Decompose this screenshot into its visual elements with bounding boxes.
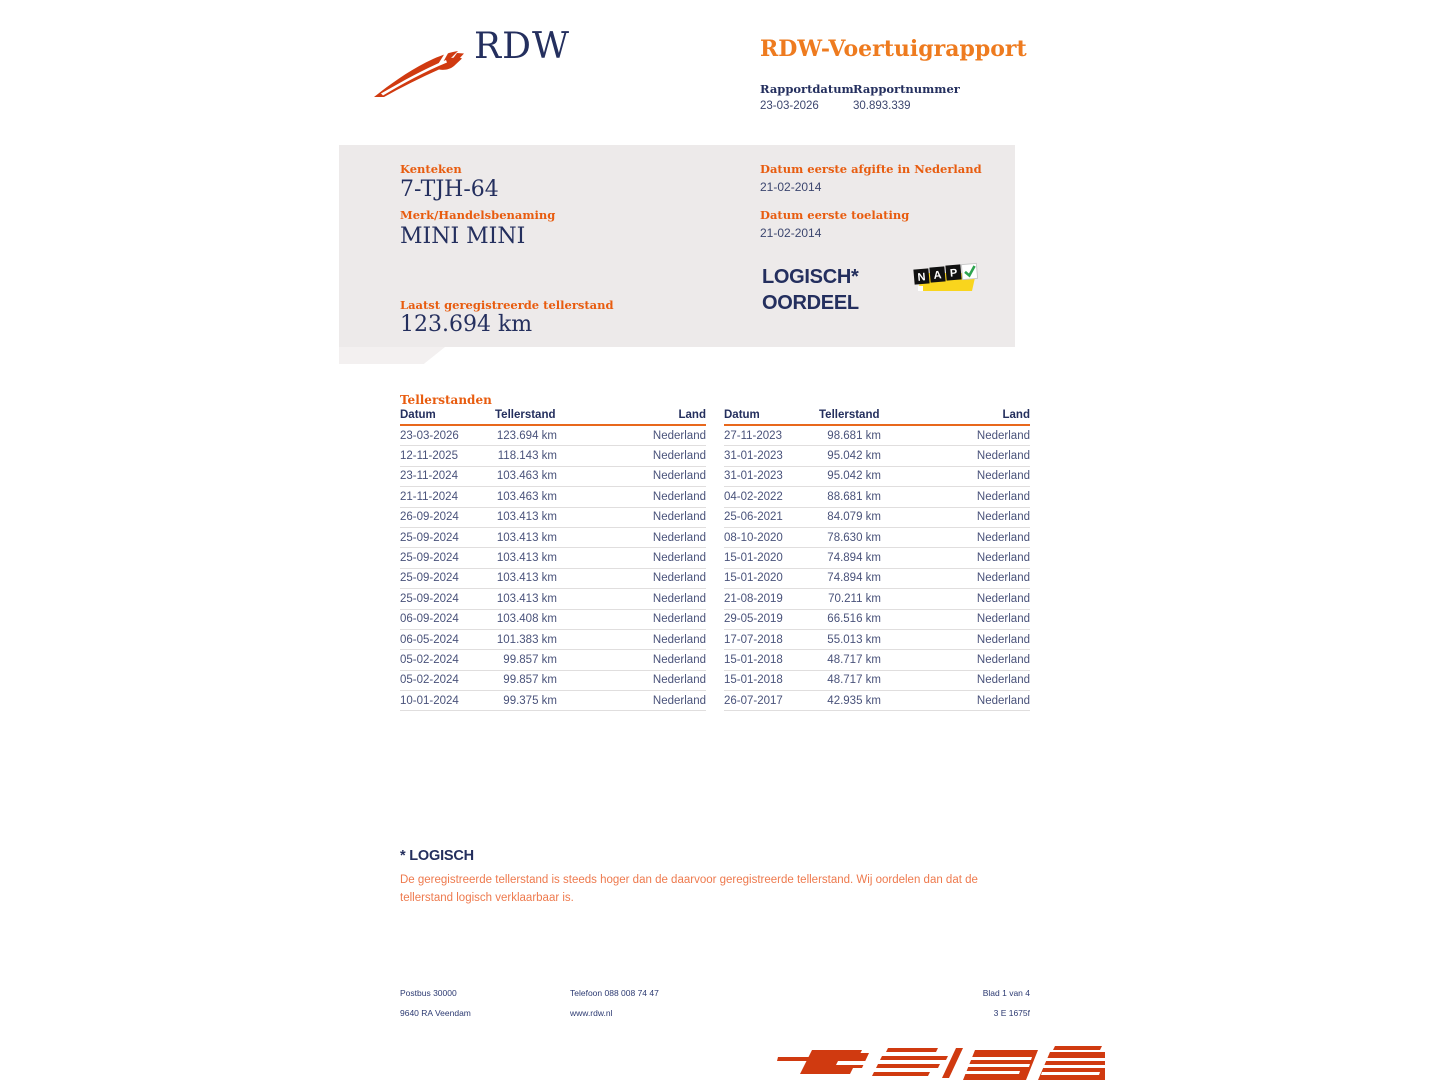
row-datum: 31-01-2023 — [724, 470, 783, 483]
row-land: Nederland — [976, 429, 1030, 442]
row-tellerstand: 103.413 km — [496, 592, 557, 605]
table-row — [400, 630, 706, 650]
row-land: Nederland — [976, 613, 1030, 626]
row-datum: 23-11-2024 — [400, 470, 458, 483]
row-land: Nederland — [652, 613, 706, 626]
row-tellerstand: 48.717 km — [827, 674, 881, 687]
column-header-tellerstand: Tellerstand — [819, 409, 880, 421]
row-datum: 05-02-2024 — [400, 674, 459, 687]
table-row — [724, 630, 1030, 650]
laatst-tellerstand-value: 123.694 km — [400, 312, 533, 337]
row-land: Nederland — [652, 552, 706, 565]
table-row — [400, 650, 706, 670]
table-body — [400, 426, 706, 711]
row-tellerstand: 55.013 km — [827, 633, 881, 646]
kenteken-value: 7-TJH-64 — [400, 177, 499, 202]
row-datum: 10-01-2024 — [400, 694, 459, 707]
row-datum: 08-10-2020 — [724, 531, 783, 544]
row-datum: 25-06-2021 — [724, 511, 783, 524]
merk-label: Merk/Handelsbenaming — [400, 208, 556, 222]
table-row — [400, 446, 706, 466]
row-tellerstand: 42.935 km — [827, 694, 881, 707]
footer-page-indicator: Blad 1 van 4 — [982, 988, 1030, 998]
row-datum: 15-01-2020 — [724, 572, 783, 585]
svg-text:P: P — [949, 267, 958, 280]
table-row — [724, 508, 1030, 528]
afgifte-label: Datum eerste afgifte in Nederland — [760, 162, 982, 176]
panel-corner-tab — [339, 347, 445, 364]
row-datum: 15-01-2018 — [724, 674, 783, 687]
row-tellerstand: 70.211 km — [828, 592, 881, 605]
row-tellerstand: 101.383 km — [496, 633, 557, 646]
rdw-wing-logo-icon — [371, 41, 473, 101]
table-body — [724, 426, 1030, 711]
row-tellerstand: 99.375 km — [503, 694, 557, 707]
table-row — [400, 467, 706, 487]
column-header-land: Land — [1002, 409, 1030, 421]
row-land: Nederland — [652, 592, 706, 605]
row-datum: 31-01-2023 — [724, 450, 783, 463]
row-tellerstand: 103.413 km — [496, 531, 557, 544]
logisch-note-title: * LOGISCH — [400, 848, 474, 864]
row-datum: 06-05-2024 — [400, 633, 459, 646]
row-tellerstand: 78.630 km — [827, 531, 881, 544]
row-datum: 27-11-2023 — [724, 429, 782, 442]
table-row — [400, 610, 706, 630]
svg-text:A: A — [933, 269, 943, 282]
table-row — [724, 446, 1030, 466]
table-row — [724, 650, 1030, 670]
toelating-value: 21-02-2014 — [760, 226, 822, 240]
row-tellerstand: 48.717 km — [827, 653, 881, 666]
row-tellerstand: 103.413 km — [496, 572, 557, 585]
table-row — [724, 487, 1030, 507]
row-datum: 25-09-2024 — [400, 592, 459, 605]
table-row — [724, 426, 1030, 446]
row-land: Nederland — [976, 674, 1030, 687]
row-datum: 29-05-2019 — [724, 613, 783, 626]
rapportdatum-value: 23-03-2026 — [760, 100, 819, 112]
row-datum: 05-02-2024 — [400, 653, 459, 666]
row-datum: 06-09-2024 — [400, 613, 459, 626]
nap-logo-icon — [912, 261, 978, 295]
table-header — [724, 409, 1030, 426]
tellerstanden-table-right — [724, 409, 1030, 711]
laatst-tellerstand-label: Laatst geregistreerde tellerstand — [400, 298, 614, 312]
row-tellerstand: 103.413 km — [496, 552, 557, 565]
row-land: Nederland — [652, 470, 706, 483]
row-land: Nederland — [976, 450, 1030, 463]
decorative-wing-graphic — [770, 1044, 1105, 1080]
row-tellerstand: 66.516 km — [827, 613, 881, 626]
row-datum: 23-03-2026 — [400, 429, 459, 442]
table-row — [724, 467, 1030, 487]
row-tellerstand: 99.857 km — [503, 674, 557, 687]
row-tellerstand: 103.463 km — [496, 470, 557, 483]
rapportdatum-label: Rapportdatum — [760, 82, 854, 96]
row-tellerstand: 74.894 km — [827, 572, 881, 585]
oordeel-line1: LOGISCH* — [762, 266, 859, 288]
table-row — [724, 548, 1030, 568]
row-land: Nederland — [652, 674, 706, 687]
row-tellerstand: 103.463 km — [496, 490, 557, 503]
toelating-label: Datum eerste toelating — [760, 208, 910, 222]
row-tellerstand: 95.042 km — [827, 450, 881, 463]
row-datum: 25-09-2024 — [400, 572, 459, 585]
table-row — [400, 569, 706, 589]
column-header-datum: Datum — [400, 409, 436, 421]
row-datum: 15-01-2020 — [724, 552, 783, 565]
row-land: Nederland — [652, 429, 706, 442]
afgifte-value: 21-02-2014 — [760, 180, 822, 194]
row-land: Nederland — [976, 552, 1030, 565]
table-row — [400, 426, 706, 446]
row-datum: 25-09-2024 — [400, 531, 459, 544]
row-land: Nederland — [976, 511, 1030, 524]
row-land: Nederland — [652, 511, 706, 524]
rdw-wordmark: RDW — [474, 26, 570, 67]
row-land: Nederland — [976, 470, 1030, 483]
rapportnummer-label: Rapportnummer — [853, 82, 960, 96]
row-datum: 21-08-2019 — [724, 592, 783, 605]
table-row — [400, 528, 706, 548]
row-datum: 17-07-2018 — [724, 633, 783, 646]
report-title: RDW-Voertuigrapport — [760, 36, 1027, 62]
table-row — [724, 569, 1030, 589]
table-row — [400, 487, 706, 507]
tellerstanden-table-left — [400, 409, 706, 711]
table-row — [724, 671, 1030, 691]
footer-website: www.rdw.nl — [570, 1008, 613, 1018]
row-tellerstand: 123.694 km — [496, 429, 557, 442]
rapportnummer-value: 30.893.339 — [853, 100, 911, 112]
logisch-note-text: De geregistreerde tellerstand is steeds hoger dan de daarvoor geregistreerde tellerstand. Wij oordelen dan dat de tellerstand logisch verklaarbaar is. — [400, 874, 978, 904]
kenteken-label: Kenteken — [400, 162, 462, 176]
row-land: Nederland — [652, 490, 706, 503]
row-datum: 12-11-2025 — [400, 450, 458, 463]
row-datum: 04-02-2022 — [724, 490, 783, 503]
table-row — [400, 671, 706, 691]
merk-value: MINI MINI — [400, 224, 526, 249]
row-land: Nederland — [652, 694, 706, 707]
row-land: Nederland — [976, 592, 1030, 605]
row-land: Nederland — [976, 572, 1030, 585]
footer-doc-code: 3 E 1675f — [993, 1008, 1030, 1018]
table-row — [400, 589, 706, 609]
table-row — [400, 508, 706, 528]
row-datum: 25-09-2024 — [400, 552, 459, 565]
row-datum: 26-07-2017 — [724, 694, 783, 707]
row-tellerstand: 98.681 km — [827, 429, 881, 442]
row-land: Nederland — [976, 633, 1030, 646]
footer-address-line1: Postbus 30000 — [400, 988, 457, 998]
row-datum: 21-11-2024 — [400, 490, 458, 503]
column-header-land: Land — [678, 409, 706, 421]
row-tellerstand: 103.413 km — [496, 511, 557, 524]
row-tellerstand: 84.079 km — [827, 511, 881, 524]
table-row — [724, 528, 1030, 548]
footer-phone: Telefoon 088 008 74 47 — [570, 988, 659, 998]
row-land: Nederland — [976, 653, 1030, 666]
row-datum: 15-01-2018 — [724, 653, 783, 666]
table-row — [724, 610, 1030, 630]
table-row — [724, 589, 1030, 609]
row-tellerstand: 88.681 km — [827, 490, 881, 503]
column-header-datum: Datum — [724, 409, 760, 421]
row-land: Nederland — [976, 694, 1030, 707]
row-land: Nederland — [976, 490, 1030, 503]
row-tellerstand: 74.894 km — [827, 552, 881, 565]
row-land: Nederland — [976, 531, 1030, 544]
row-land: Nederland — [652, 531, 706, 544]
svg-text:N: N — [917, 271, 927, 284]
row-land: Nederland — [652, 572, 706, 585]
oordeel-line2: OORDEEL — [762, 292, 859, 314]
oordeel-text — [762, 264, 859, 316]
row-tellerstand: 118.143 km — [497, 450, 557, 463]
footer-address-line2: 9640 RA Veendam — [400, 1008, 471, 1018]
row-land: Nederland — [652, 653, 706, 666]
table-row — [724, 691, 1030, 711]
row-land: Nederland — [652, 450, 706, 463]
table-row — [400, 691, 706, 711]
row-tellerstand: 99.857 km — [503, 653, 557, 666]
row-land: Nederland — [652, 633, 706, 646]
row-datum: 26-09-2024 — [400, 511, 459, 524]
table-row — [400, 548, 706, 568]
column-header-tellerstand: Tellerstand — [495, 409, 556, 421]
table-header — [400, 409, 706, 426]
row-tellerstand: 95.042 km — [827, 470, 881, 483]
row-tellerstand: 103.408 km — [496, 613, 557, 626]
tellerstanden-section-title: Tellerstanden — [400, 393, 492, 407]
